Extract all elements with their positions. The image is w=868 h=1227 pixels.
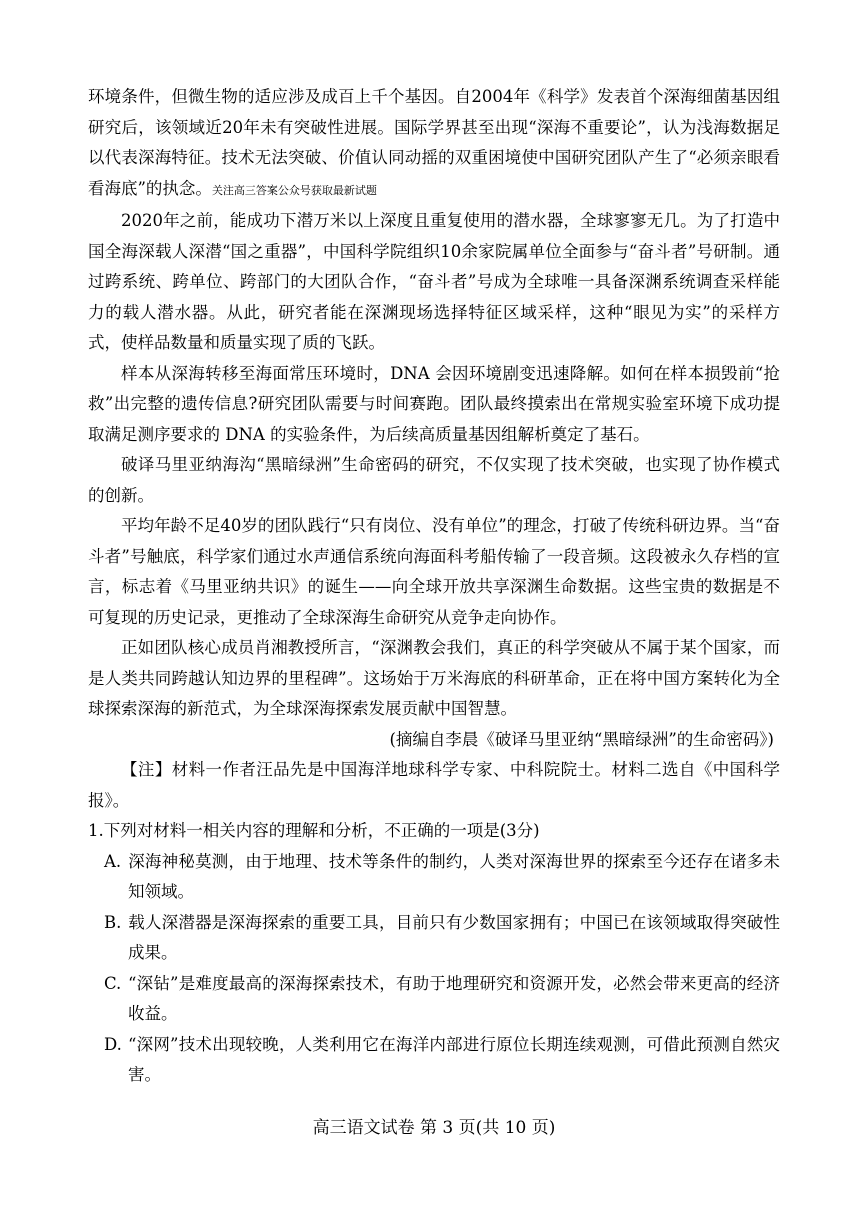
paragraph-3: 样本从深海转移至海面常压环境时，DNA 会因环境剧变迅速降解。如何在样本损毁前“抢救”出完整的遗传信息?研究团队需要与时间赛跑。团队最终摸索出在常规实验室环境下成功提取满足测序要求的 DNA 的实验条件，为后续高质量基因组解析奠定了基石。: [88, 363, 780, 444]
option-c: [88, 969, 780, 1030]
option-c-text: “深钻”是难度最高的深海探索技术，有助于地理研究和资源开发，必然会带来更高的经济收益。: [128, 973, 780, 1023]
paragraph-5: 平均年龄不足40岁的团队践行“只有岗位、没有单位”的理念，打破了传统科研边界。当“奋斗者”号触底，科学家们通过水声通信系统向海面科考船传输了一段音频。这段被永久存档的宣言，标志着《马里亚纳共识》的诞生——向全球开放共享深渊生命数据。这些宝贵的数据是不可复现的历史记录，更推动了全球深海生命研究从竞争走向协作。: [88, 516, 780, 627]
promo-note: 关注高三答案公众号获取最新试题: [211, 183, 377, 197]
option-d-letter: D.: [104, 1034, 122, 1054]
option-d-text: “深网”技术出现较晚，人类利用它在海洋内部进行原位长期连续观测，可借此预测自然灾害。: [128, 1034, 780, 1084]
paragraph-4: 破译马里亚纳海沟“黑暗绿洲”生命密码的研究，不仅实现了技术突破，也实现了协作模式的创新。: [88, 455, 780, 505]
page-footer: 高三语文试卷 第 3 页(共 10 页): [312, 1118, 556, 1138]
option-b-text: 载人深潜器是深海探索的重要工具，目前只有少数国家拥有；中国已在该领域取得突破性成果。: [128, 912, 780, 962]
option-d: [88, 1030, 780, 1091]
paragraph-2: 2020年之前，能成功下潜万米以上深度且重复使用的潜水器，全球寥寥无几。为了打造中国全海深载人深潜“国之重器”，中国科学院组织10余家院属单位全面参与“奋斗者”号研制。通过跨系统、跨单位、跨部门的大团队合作，“奋斗者”号成为全球唯一具备深渊系统调查采样能力的载人潜水器。从此，研究者能在深渊现场选择特征区域采样，这种“眼见为实”的采样方式，使样品数量和质量实现了质的飞跃。: [88, 211, 780, 352]
paragraph-1: [88, 82, 780, 206]
option-a: [88, 847, 780, 908]
paragraph-1-text: 环境条件，但微生物的适应涉及成百上千个基因。自2004年《科学》发表首个深海细菌基因组研究后，该领域近20年未有突破性进展。国际学界甚至出现“深海不重要论”，认为浅海数据足以代表深海特征。技术无法突破、价值认同动摇的双重困境使中国研究团队产生了“必须亲眼看看海底”的执念。: [88, 87, 780, 198]
option-a-text: 深海神秘莫测，由于地理、技术等条件的制约，人类对深海世界的探索至今还存在诸多未知领域。: [128, 851, 780, 901]
option-c-letter: C.: [104, 973, 122, 993]
paragraph-6: 正如团队核心成员肖湘教授所言，“深渊教会我们，真正的科学突破从不属于某个国家，而是人类共同跨越认知边界的里程碑”。这场始于万米海底的科研革命，正在将中国方案转化为全球探索深海的新范式，为全球深海探索发展贡献中国智慧。: [88, 638, 780, 718]
material-note: 【注】材料一作者汪品先是中国海洋地球科学专家、中科院院士。材料二选自《中国科学报》。: [88, 760, 780, 810]
source-citation: (摘编自李晨《破译马里亚纳“黑暗绿洲”的生命密码》): [389, 729, 774, 749]
option-b-letter: B.: [104, 912, 122, 932]
option-b: [88, 908, 780, 969]
question-stem: 1.下列对材料一相关内容的理解和分析，不正确的一项是(3分): [88, 821, 540, 840]
option-a-letter: A.: [104, 851, 122, 871]
reading-passage: [88, 82, 780, 1091]
